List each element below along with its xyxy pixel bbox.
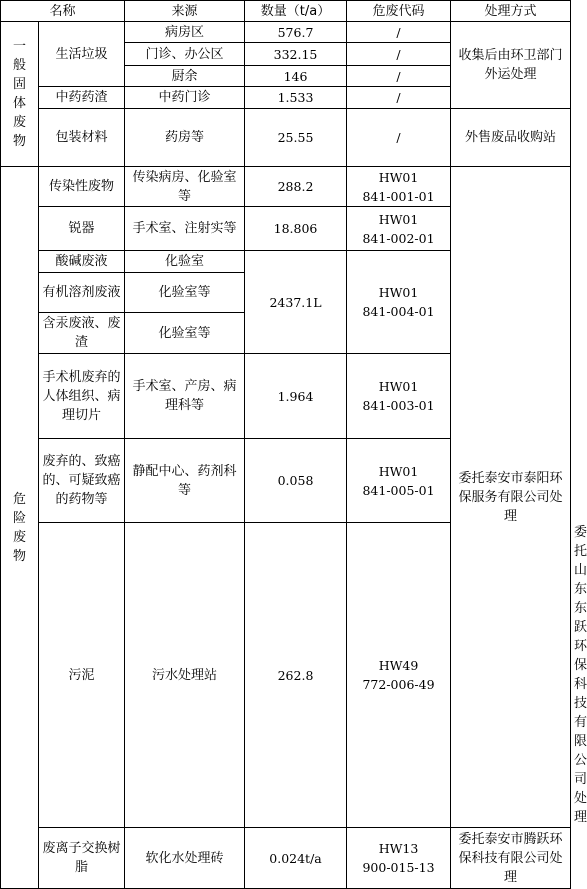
quantity-cell: 1.964 [245,354,347,439]
quantity-cell: 0.058 [245,439,347,523]
quantity-cell: 332.15 [245,43,347,66]
item-infectious: 传染性废物 [39,167,125,207]
table-row [1,109,571,167]
code-cell: HW01 841-003-01 [347,354,451,439]
code-cell: / [347,43,451,66]
quantity-cell: 262.8 [245,523,347,828]
source-cell: 手术室、产房、病理科等 [125,354,245,439]
code-cell: HW01 841-004-01 [347,251,451,354]
source-cell: 中药门诊 [125,87,245,109]
group-general: 一 般 固 体 废 物 [1,22,39,167]
item-domestic-waste: 生活垃圾 [39,22,125,87]
code-cell: / [347,87,451,109]
table-row [1,22,571,43]
header-code: 危废代码 [347,1,451,22]
item-cytotoxic-waste: 废弃的、致癌的、可疑致癌的药物等 [39,439,125,523]
quantity-cell: 25.55 [245,109,347,167]
table-row [1,167,571,207]
quantity-cell: 576.7 [245,22,347,43]
header-quantity: 数量（t/a） [245,1,347,22]
code-cell: HW49 772-006-49 [347,523,451,828]
source-cell: 污水处理站 [125,523,245,828]
source-cell: 化验室等 [125,313,245,354]
quantity-cell: 0.024t/a [245,828,347,889]
table-row [1,828,571,889]
header-disposal: 处理方式 [451,1,571,22]
item-herb-residue: 中药药渣 [39,87,125,109]
item-pathological-waste: 手术机废弃的人体组织、病理切片 [39,354,125,439]
group-hazardous: 危 险 废 物 [1,167,39,889]
code-cell: / [347,22,451,43]
source-cell: 病房区 [125,22,245,43]
code-cell: HW01 841-005-01 [347,439,451,523]
code-cell: HW13 900-015-13 [347,828,451,889]
header-category: 名称 [1,1,125,22]
source-cell: 化验室等 [125,273,245,313]
source-cell: 软化水处理砖 [125,828,245,889]
item-sludge: 污泥 [39,523,125,828]
source-cell: 化验室 [125,251,245,273]
code-cell: HW01 841-001-01 [347,167,451,207]
quantity-cell: 146 [245,66,347,87]
item-ion-exchange-resin: 废离子交换树脂 [39,828,125,889]
item-acid-waste: 酸碱废液 [39,251,125,273]
source-cell: 静配中心、药剂科等 [125,439,245,523]
disposal-resin: 委托泰安市腾跃环保科技有限公司处理 [451,828,571,889]
source-cell: 药房等 [125,109,245,167]
code-cell: / [347,66,451,87]
item-solvent-waste: 有机溶剂废液 [39,273,125,313]
code-cell: HW01 841-002-01 [347,207,451,251]
item-packaging: 包装材料 [39,109,125,167]
source-cell: 传染病房、化验室等 [125,167,245,207]
item-mercury-waste: 含汞废液、废渣 [39,313,125,354]
header-source: 来源 [125,1,245,22]
disposal-packaging: 外售废品收购站 [451,109,571,167]
quantity-cell: 1.533 [245,87,347,109]
table-header-row [1,1,571,22]
source-cell: 手术室、注射实等 [125,207,245,251]
item-sharps: 锐器 [39,207,125,251]
disposal-medical: 委托泰安市泰阳环保服务有限公司处理 [451,167,571,828]
quantity-cell: 18.806 [245,207,347,251]
table-row: 污泥 污水处理站 262.8 HW49 772-006-49 委托山东东跃环保科技有限公司处理 [1,523,571,828]
quantity-cell: 2437.1L [245,251,347,354]
disposal-domestic: 收集后由环卫部门外运处理 [451,22,571,109]
quantity-cell: 288.2 [245,167,347,207]
source-cell: 厨余 [125,66,245,87]
source-cell: 门诊、办公区 [125,43,245,66]
code-cell: / [347,109,451,167]
